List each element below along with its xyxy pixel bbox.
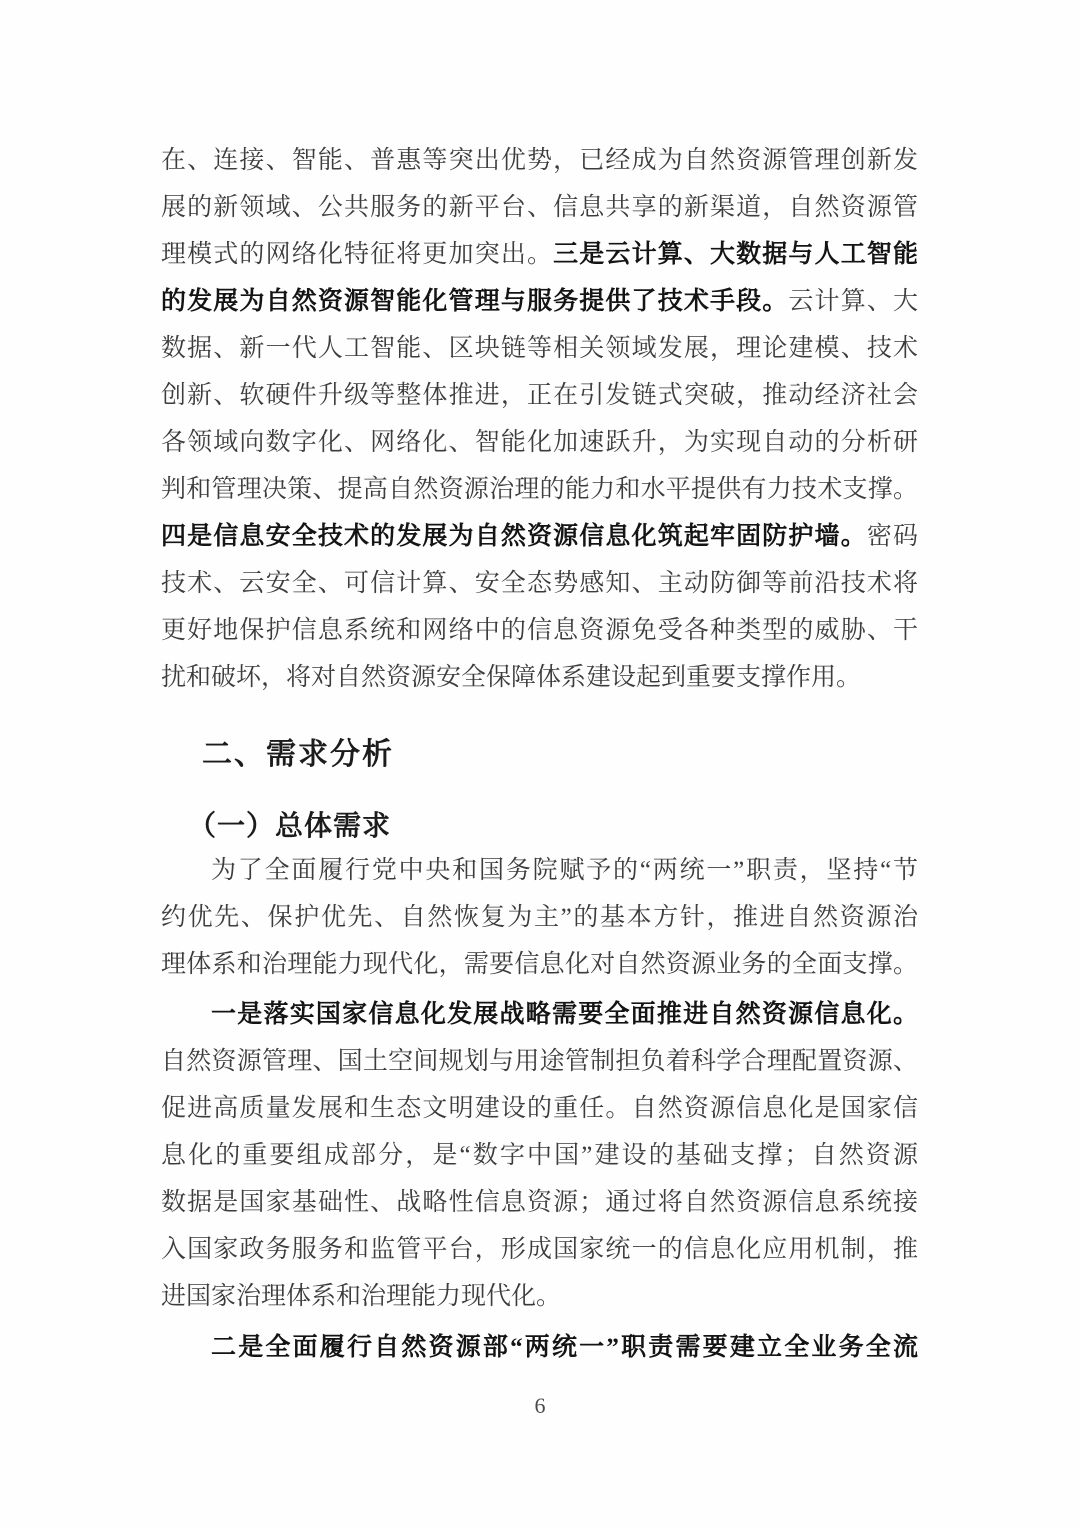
text-line	[161, 513, 918, 560]
text-run: 促进高质量发展和生态文明建设的重任。自然资源信息化是国家信	[161, 1095, 918, 1122]
subsection-heading-overall-demand: （一）总体需求	[188, 810, 392, 841]
text-line	[161, 941, 918, 988]
text-run: 判和管理决策、提高自然资源治理的能力和水平提供有力技术支撑。	[161, 476, 918, 503]
text-run: 云计算、大	[788, 288, 918, 315]
paragraph-second-point	[161, 1324, 918, 1371]
text-run: 在、连接、智能、普惠等突出优势，已经成为自然资源管理创新发	[161, 147, 918, 174]
text-run: 约优先、保护优先、自然恢复为主”的基本方针，推进自然资源治	[161, 904, 918, 931]
text-line	[161, 847, 918, 894]
section-heading-demand-analysis: 二、需求分析	[202, 738, 394, 771]
text-run: 技术、云安全、可信计算、安全态势感知、主动防御等前沿技术将	[161, 570, 918, 597]
page-number: 6	[534, 1393, 546, 1418]
text-run: 入国家政务服务和监管平台，形成国家统一的信息化应用机制，推	[161, 1236, 918, 1263]
paragraph-opportunities	[161, 137, 918, 701]
text-run: 更好地保护信息系统和网络中的信息资源免受各种类型的威胁、干	[161, 617, 918, 644]
text-run: 数据是国家基础性、战略性信息资源；通过将自然资源信息系统接	[161, 1189, 918, 1216]
text-line	[161, 1132, 918, 1179]
bold-text-run: 三是云计算、大数据与人工智能	[553, 241, 918, 268]
text-line	[161, 991, 918, 1038]
text-line	[161, 278, 918, 325]
text-line	[161, 137, 918, 184]
bold-text-run: 的发展为自然资源智能化管理与服务提供了技术手段。	[161, 288, 789, 315]
paragraph-overall-demand	[161, 847, 918, 988]
paragraph-first-point	[161, 991, 918, 1320]
text-line	[161, 560, 918, 607]
text-line	[161, 184, 918, 231]
text-run: 展的新领域、公共服务的新平台、信息共享的新渠道，自然资源管	[161, 194, 918, 221]
text-line	[161, 1038, 918, 1085]
text-line	[161, 231, 918, 278]
text-line	[161, 1085, 918, 1132]
text-line	[161, 466, 918, 513]
text-run: 理模式的网络化特征将更加突出。	[161, 241, 554, 268]
text-run: 进国家治理体系和治理能力现代化。	[161, 1283, 562, 1310]
text-run: 创新、软硬件升级等整体推进，正在引发链式突破，推动经济社会	[161, 382, 918, 409]
text-run: 各领域向数字化、网络化、智能化加速跃升，为实现自动的分析研	[161, 429, 918, 456]
text-line	[161, 1324, 918, 1371]
text-line	[161, 607, 918, 654]
text-line	[161, 325, 918, 372]
text-run: 数据、新一代人工智能、区块链等相关领域发展，理论建模、技术	[161, 335, 918, 362]
text-run: 密码	[866, 523, 918, 550]
text-line	[161, 419, 918, 466]
text-run: 息化的重要组成部分，是“数字中国”建设的基础支撑；自然资源	[161, 1142, 918, 1169]
text-line	[161, 1273, 918, 1320]
bold-text-run: 一是落实国家信息化发展战略需要全面推进自然资源信息化。	[211, 1001, 918, 1028]
text-line	[161, 1226, 918, 1273]
text-line	[161, 372, 918, 419]
text-line	[161, 1179, 918, 1226]
bold-text-run: 四是信息安全技术的发展为自然资源信息化筑起牢固防护墙。	[161, 523, 867, 550]
text-run: 扰和破坏，将对自然资源安全保障体系建设起到重要支撑作用。	[161, 664, 862, 691]
text-run: 理体系和治理能力现代化，需要信息化对自然资源业务的全面支撑。	[161, 951, 918, 978]
text-run: 自然资源管理、国土空间规划与用途管制担负着科学合理配置资源、	[161, 1048, 918, 1075]
text-line	[161, 654, 918, 701]
text-run: 为了全面履行党中央和国务院赋予的“两统一”职责，坚持“节	[211, 857, 918, 884]
bold-text-run: 二是全面履行自然资源部“两统一”职责需要建立全业务全流	[211, 1334, 918, 1361]
text-line	[161, 894, 918, 941]
